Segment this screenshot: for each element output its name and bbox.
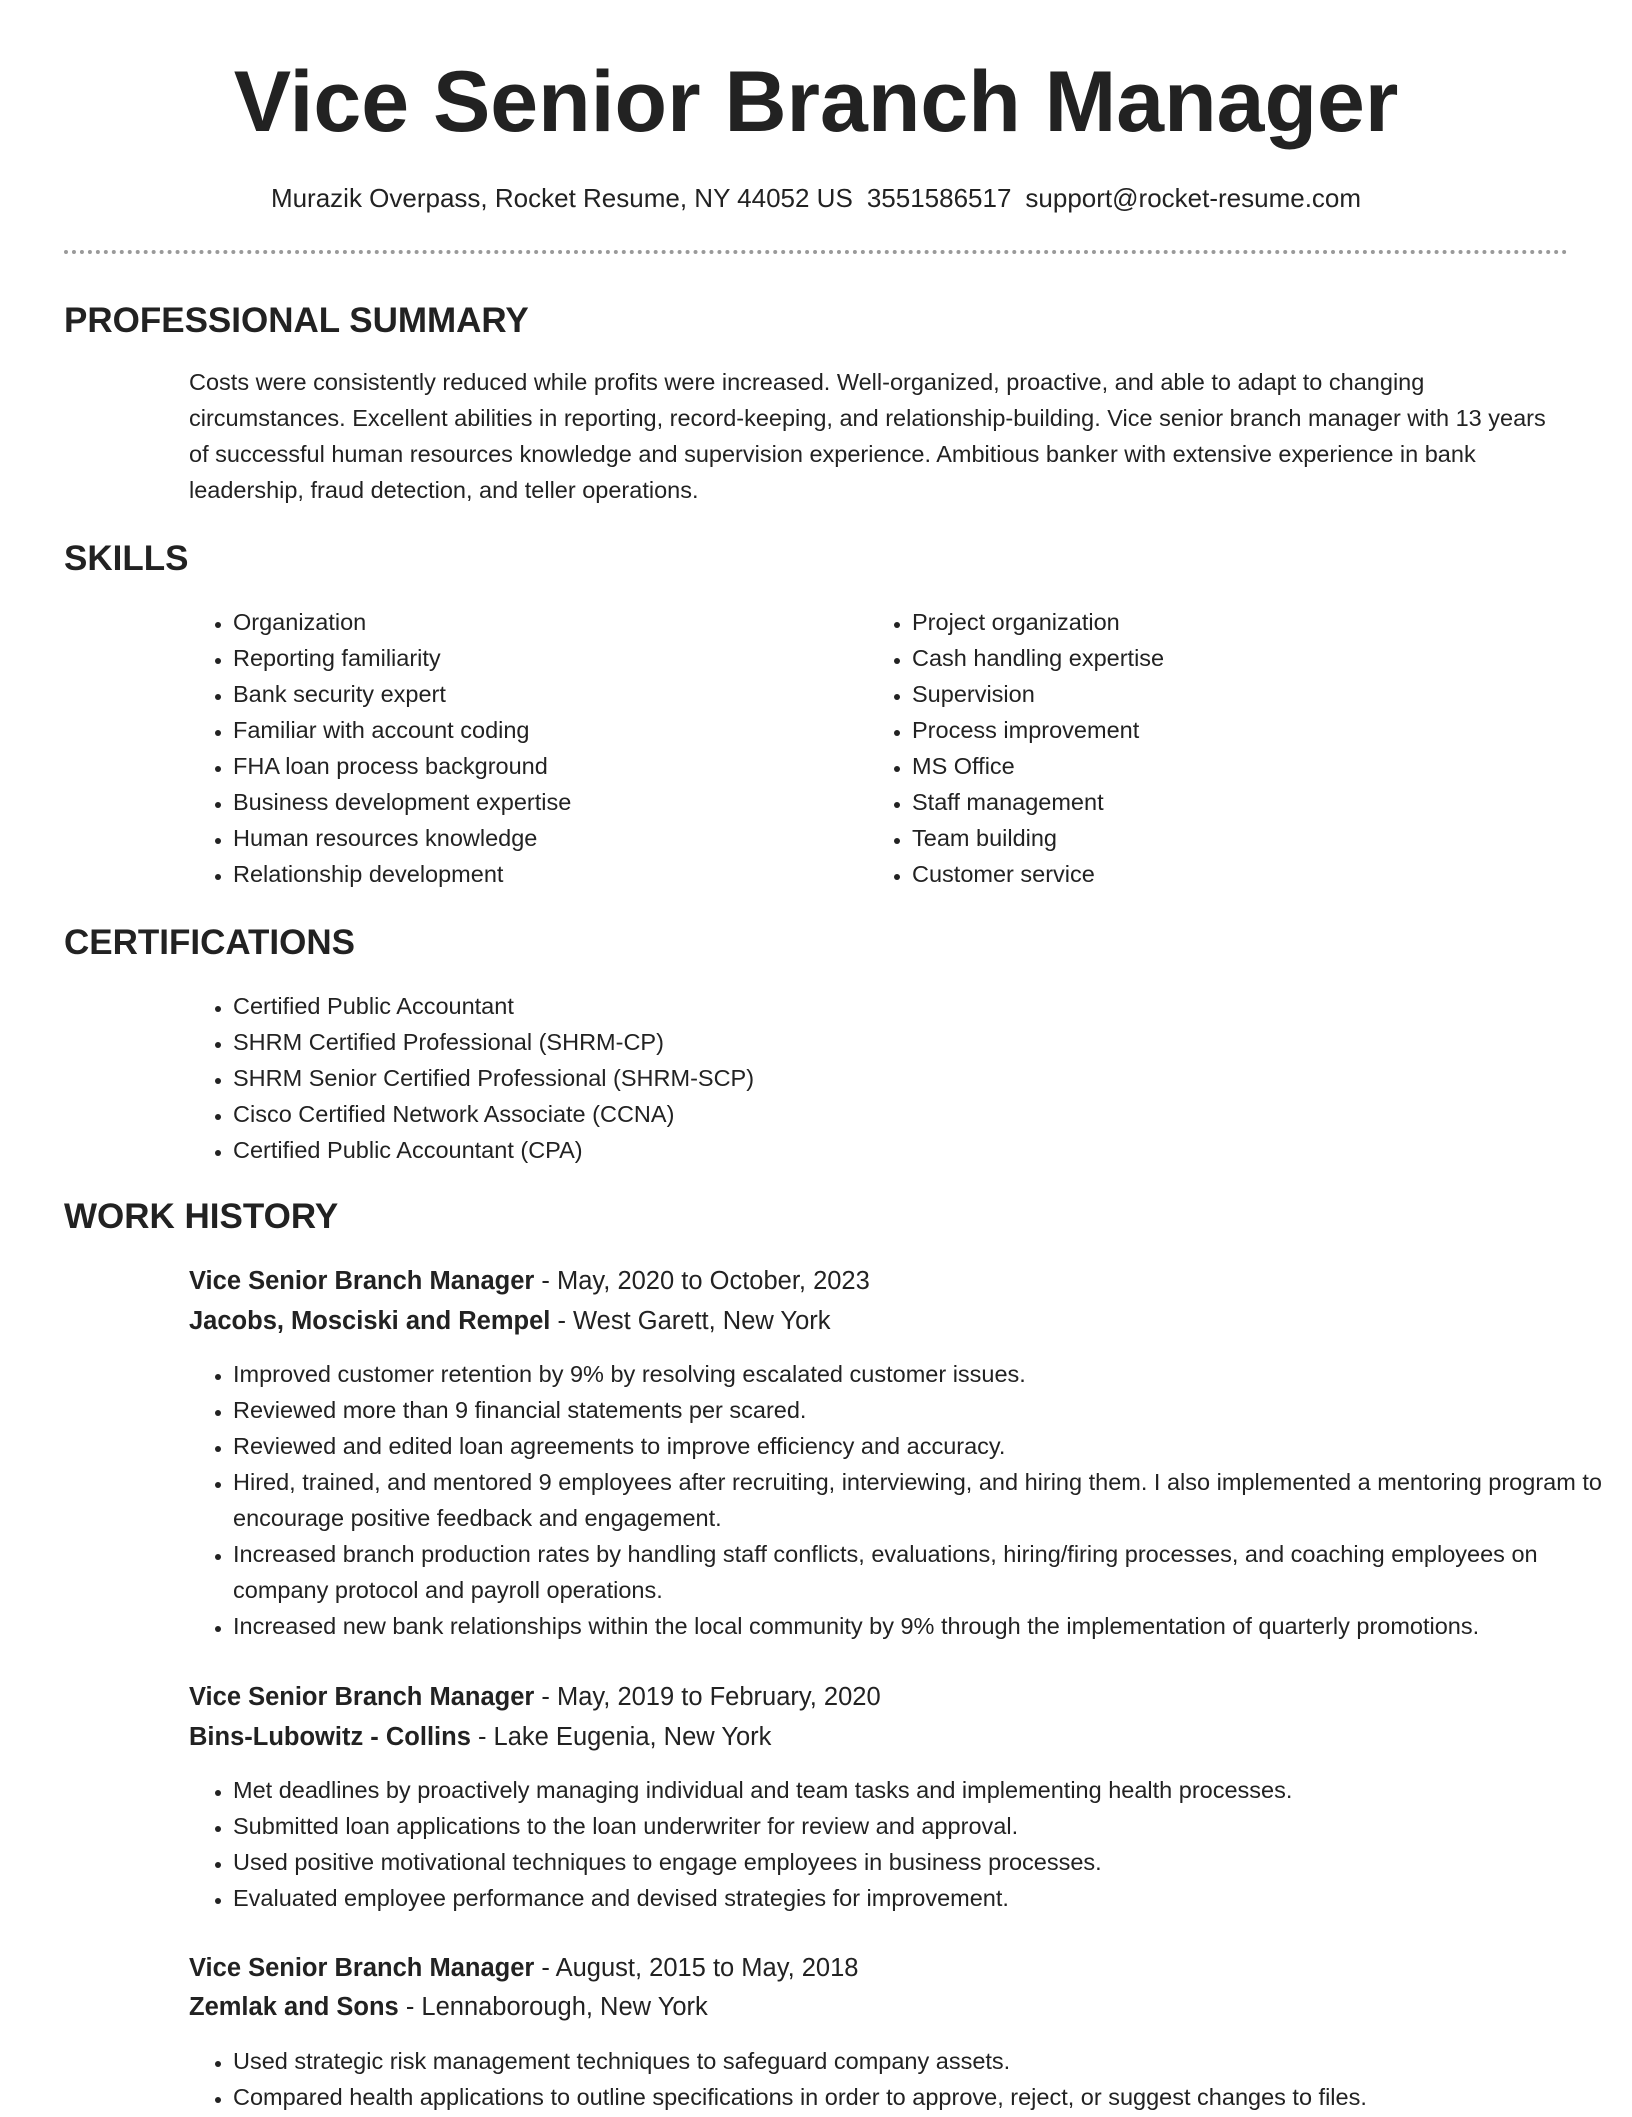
certifications-list [189,988,1533,1168]
contact-line [0,180,1632,216]
list-item: • Customer service [912,856,1532,892]
list-item: • Supervision [912,676,1532,712]
contact-address: Murazik Overpass, Rocket Resume, NY 44052 US [270,183,853,213]
header-divider [64,250,1568,254]
job-company-line [189,1301,831,1341]
section-title-summary: PROFESSIONAL SUMMARY [64,301,529,340]
list-item: • Project organization [912,604,1532,640]
list-item: • Increased branch production rates by handling staff conflicts, evaluations, hiring/firing processes, and coaching employees on company protocol and payroll operations. [233,1536,1623,1608]
list-item: • Hired, trained, and mentored 9 employees after recruiting, interviewing, and hiring them. I also implemented a mentoring program to encourage positive feedback and engagement. [233,1464,1623,1536]
list-item: • Compared health applications to outline specifications in order to approve, reject, or suggest changes to files. [233,2079,1623,2115]
section-title-work-history: WORK HISTORY [64,1197,339,1236]
list-item: • SHRM Senior Certified Professional (SHRM-SCP) [233,1060,1533,1096]
list-item: • Human resources knowledge [233,820,853,856]
section-title-skills: SKILLS [64,539,189,578]
job-company: Jacobs, Mosciski and Rempel [189,1307,551,1335]
list-item: • Bank security expert [233,676,853,712]
list-item: • Process improvement [912,712,1532,748]
job-role: Vice Senior Branch Manager [189,1954,535,1982]
job-title-line [189,1677,881,1717]
job-company-line [189,1987,708,2027]
job-location: - Lennaborough, New York [398,1993,708,2021]
list-item: • Used positive motivational techniques to engage employees in business processes. [233,1844,1623,1880]
job-company: Zemlak and Sons [189,1993,399,2021]
list-item: • Increased new bank relationships within the local community by 9% through the implementation of quarterly promotions. [233,1608,1623,1644]
list-item: • FHA loan process background [233,748,853,784]
list-item: • Evaluated employee performance and devised strategies for improvement. [233,1880,1623,1916]
list-item: • Cash handling expertise [912,640,1532,676]
job-dates: - May, 2019 to February, 2020 [534,1683,881,1711]
skills-list-left [189,604,853,892]
job-company-line [189,1717,771,1757]
job-bullets [189,1772,1623,1916]
list-item: • MS Office [912,748,1532,784]
contact-email[interactable]: support@rocket-resume.com [1025,183,1362,213]
job-location: - West Garett, New York [550,1307,831,1335]
list-item: • Certified Public Accountant (CPA) [233,1132,1533,1168]
job-location: - Lake Eugenia, New York [470,1723,772,1751]
list-item: • Certified Public Accountant [233,988,1533,1024]
job-company: Bins-Lubowitz - Collins [189,1723,471,1751]
job-dates: - August, 2015 to May, 2018 [534,1954,859,1982]
job-role: Vice Senior Branch Manager [189,1683,535,1711]
job-bullets [189,2043,1623,2115]
contact-phone: 3551586517 [866,183,1012,213]
skills-list-right [868,604,1532,892]
resume-name-title: Vice Senior Branch Manager [233,54,1399,150]
job-dates: - May, 2020 to October, 2023 [534,1267,870,1295]
list-item: • Team building [912,820,1532,856]
list-item: • Met deadlines by proactively managing individual and team tasks and implementing health processes. [233,1772,1623,1808]
list-item: • Reviewed more than 9 financial statements per scared. [233,1392,1623,1428]
job-title-line [189,1948,858,1988]
list-item: • Familiar with account coding [233,712,853,748]
list-item: • Relationship development [233,856,853,892]
job-bullets [189,1356,1623,1644]
list-item: • Staff management [912,784,1532,820]
list-item: • Organization [233,604,853,640]
job-role: Vice Senior Branch Manager [189,1267,535,1295]
list-item: • Reporting familiarity [233,640,853,676]
list-item: • Used strategic risk management techniques to safeguard company assets. [233,2043,1623,2079]
list-item: • Business development expertise [233,784,853,820]
list-item: • Reviewed and edited loan agreements to improve efficiency and accuracy. [233,1428,1623,1464]
section-title-certifications: CERTIFICATIONS [64,923,356,962]
job-title-line [189,1261,870,1301]
summary-text: Costs were consistently reduced while profits were increased. Well-organized, proactive, and able to adapt to changing circumstances. Excellent abilities in reporting, record-keeping, and relationship-building. Vice senior branch manager with 13 years of successful human resources knowledge and supervision experience. Ambitious banker with extensive experience in bank leadership, fraud detection, and teller operations. [189,369,1546,503]
list-item: • Cisco Certified Network Associate (CCNA) [233,1096,1533,1132]
list-item: • SHRM Certified Professional (SHRM-CP) [233,1024,1533,1060]
list-item: • Submitted loan applications to the loan underwriter for review and approval. [233,1808,1623,1844]
list-item: • Improved customer retention by 9% by resolving escalated customer issues. [233,1356,1623,1392]
